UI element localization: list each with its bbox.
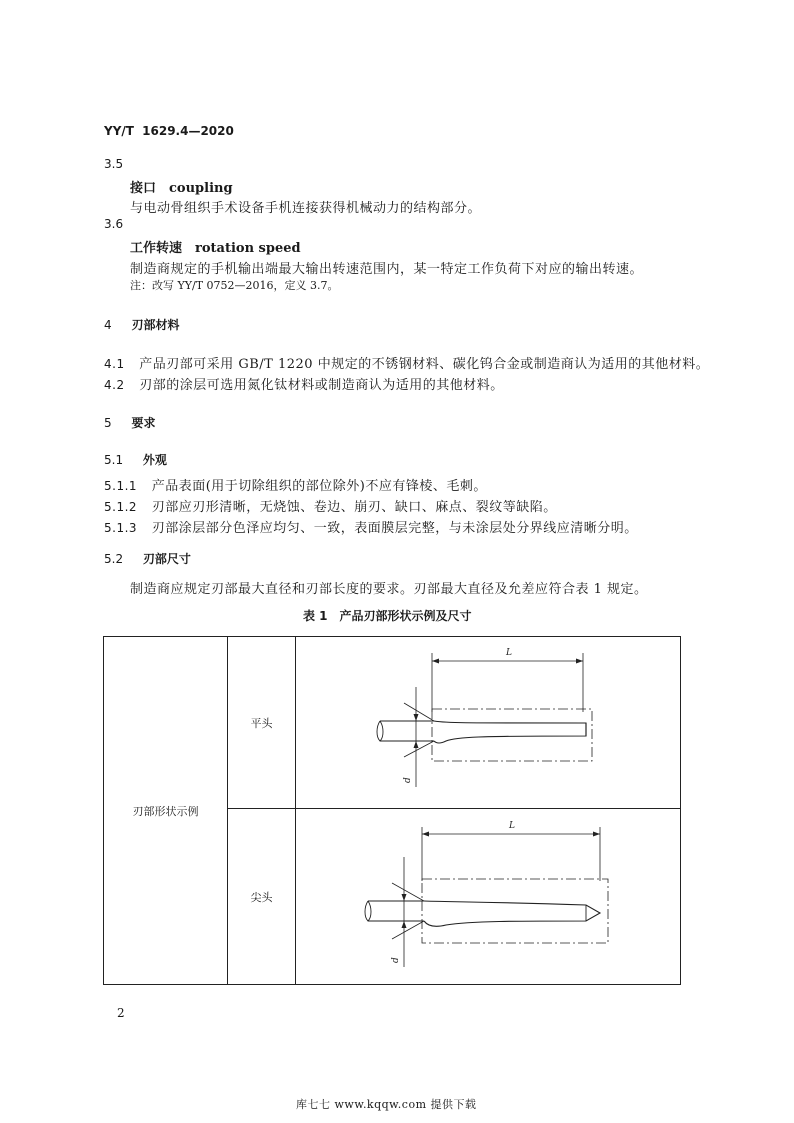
row-group-label: 刃部形状示例 xyxy=(104,637,228,985)
clause-5-2-text: 制造商应规定刃部最大直径和刃部长度的要求。刃部最大直径及允差应符合表 1 规定。 xyxy=(130,582,648,597)
term-definition: 与电动骨组织手术设备手机连接获得机械动力的结构部分。 xyxy=(130,201,482,216)
clause-5-1-2 xyxy=(104,496,557,515)
clause-text: 刃部的涂层可选用氮化钛材料或制造商认为适用的其他材料。 xyxy=(139,378,504,393)
clause-number: 4.1 xyxy=(104,357,125,371)
standard-code: YY/T xyxy=(104,124,134,138)
section-title: 外观 xyxy=(142,453,167,467)
section-number: 5.1 xyxy=(104,453,124,467)
clause-text: 刃部应刃形清晰，无烧蚀、卷边、崩刃、缺口、麻点、裂纹等缺陷。 xyxy=(151,500,557,515)
dim-diameter-label: d xyxy=(403,777,413,783)
shape-label-flat: 平头 xyxy=(228,637,296,809)
section-title: 刃部材料 xyxy=(131,318,180,332)
section-title: 要求 xyxy=(131,416,156,430)
clause-text: 产品刃部可采用 GB/T 1220 中规定的不锈钢材料、碳化钨合金或制造商认为适用的其他材料。 xyxy=(139,357,710,372)
term-heading: 工作转速 rotation speed xyxy=(130,241,301,256)
clause-number: 5.1.2 xyxy=(104,500,138,514)
clause-4-1 xyxy=(104,353,709,372)
section-title: 刃部尺寸 xyxy=(142,552,191,566)
download-footer: 库七七 www.kqqw.com 提供下载 xyxy=(296,1098,477,1111)
blade-shape-table xyxy=(103,636,681,985)
standard-header xyxy=(104,124,234,138)
clause-text: 产品表面(用于切除组织的部位除外)不应有锋棱、毛刺。 xyxy=(151,479,487,494)
dim-diameter-label: d xyxy=(391,957,401,963)
pointed-tip-figure xyxy=(296,809,681,985)
section-number: 4 xyxy=(104,318,112,332)
clause-number: 3.5 xyxy=(104,157,124,171)
flat-tip-figure xyxy=(296,637,681,809)
section-number: 5 xyxy=(104,416,112,430)
flat-tip-drawing xyxy=(296,637,681,805)
page-number: 2 xyxy=(117,1006,125,1020)
term-heading: 接口 coupling xyxy=(130,181,233,196)
clause-number: 5.1.3 xyxy=(104,521,138,535)
shape-label-pointed: 尖头 xyxy=(228,809,296,985)
clause-5-1-3 xyxy=(104,517,638,536)
pointed-tip-drawing xyxy=(296,809,681,981)
section-heading-5 xyxy=(104,414,155,431)
section-heading-4 xyxy=(104,316,179,333)
standard-number: 1629.4—2020 xyxy=(142,124,234,138)
clause-4-2 xyxy=(104,374,504,393)
clause-text: 刃部涂层部分色泽应均匀、一致，表面膜层完整，与未涂层处分界线应清晰分明。 xyxy=(151,521,638,536)
term-definition: 制造商规定的手机输出端最大输出转速范围内，某一特定工作负荷下对应的输出转速。 xyxy=(130,262,644,277)
dim-length-label: L xyxy=(506,648,512,658)
section-number: 5.2 xyxy=(104,552,124,566)
subsection-heading-5-1 xyxy=(104,451,167,468)
clause-number: 4.2 xyxy=(104,378,125,392)
table-caption: 表 1 产品刃部形状示例及尺寸 xyxy=(303,609,472,623)
term-note: 注：改写 YY/T 0752—2016，定义 3.7。 xyxy=(130,279,339,292)
clause-5-1-1 xyxy=(104,475,487,494)
dim-length-label: L xyxy=(509,821,515,831)
clause-number: 5.1.1 xyxy=(104,479,138,493)
subsection-heading-5-2 xyxy=(104,550,191,567)
clause-number: 3.6 xyxy=(104,217,124,231)
